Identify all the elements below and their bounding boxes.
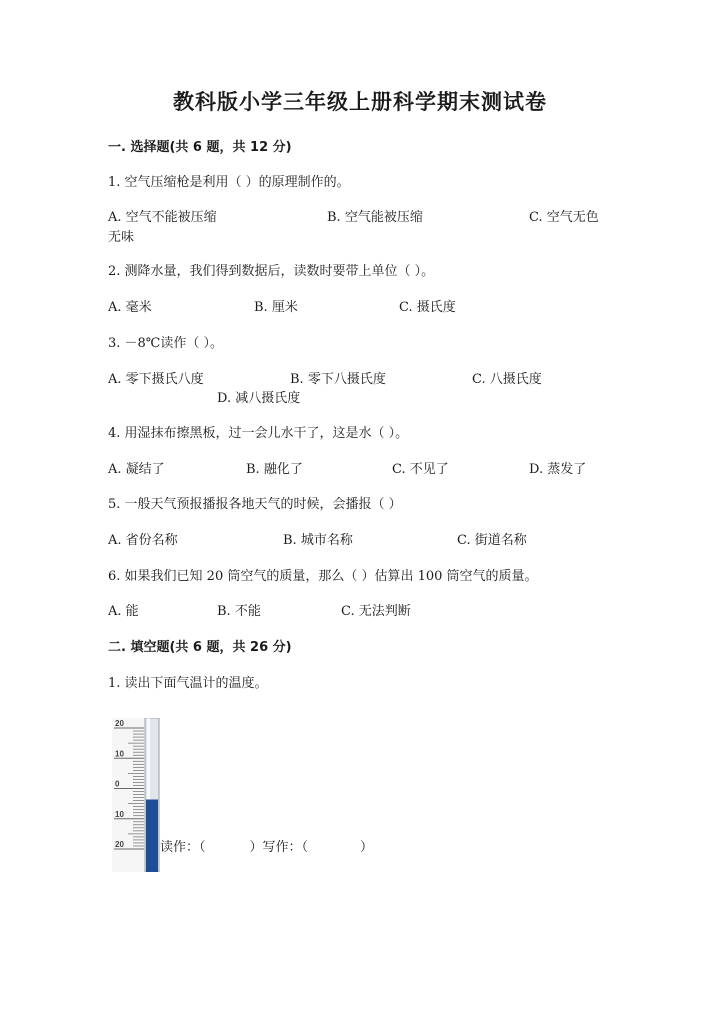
thermometer-svg [112,718,160,872]
q3-option-b: B. 零下八摄氏度 [290,372,386,387]
section-heading-choice: 一. 选择题(共 6 题，共 12 分) [108,140,292,155]
q1-option-c-continued: 无味 [108,230,135,245]
q5-option-a: A. 省份名称 [108,533,178,548]
q1-option-b: B. 空气能被压缩 [327,210,423,225]
thermometer-answer-line [160,836,373,855]
scale-label: 10 [115,749,124,759]
q4-option-c: C. 不见了 [392,462,449,477]
scale-label: 20 [115,840,124,849]
thermometer-figure [112,718,160,872]
question-5: 5. 一般天气预报播报各地天气的时候，会播报（ ） [108,497,402,512]
page-title: 教科版小学三年级上册科学期末测试卷 [173,90,547,114]
question-3: 3. －8℃读作（ ）。 [108,336,223,351]
scale-label: 0 [115,779,120,789]
q3-option-d: D. 减八摄氏度 [217,391,301,406]
scale-label: 20 [115,719,124,728]
section-heading-fill: 二. 填空题(共 6 题，共 26 分) [108,640,292,655]
q3-option-c: C. 八摄氏度 [472,372,542,387]
q6-option-c: C. 无法判断 [341,604,411,619]
q2-option-c: C. 摄氏度 [399,300,456,315]
question-4: 4. 用湿抹布擦黑板，过一会儿水干了，这是水（ ）。 [108,426,409,441]
answer-write-label: ）写作：（ [249,840,309,855]
question-2: 2. 测降水量，我们得到数据后，读数时要带上单位（ ）。 [108,264,435,279]
question-1: 1. 空气压缩枪是利用（ ）的原理制作的。 [108,175,350,190]
question-6: 6. 如果我们已知 20 筒空气的质量，那么（ ）估算出 100 筒空气的质量。 [108,569,538,584]
q5-option-b: B. 城市名称 [283,533,353,548]
q2-option-a: A. 毫米 [108,300,152,315]
answer-read-label: 读作：（ [160,840,206,855]
scale-label: 10 [115,809,124,819]
q2-option-b: B. 厘米 [254,300,298,315]
q6-option-a: A. 能 [108,604,139,619]
fill-question-1: 1. 读出下面气温计的温度。 [108,676,268,691]
q4-option-a: A. 凝结了 [108,462,165,477]
q5-option-c: C. 街道名称 [457,533,527,548]
thermometer-liquid [146,800,158,873]
q1-option-a: A. 空气不能被压缩 [108,210,217,225]
q3-option-a: A. 零下摄氏八度 [108,372,204,387]
answer-write-close: ） [360,840,374,855]
q6-option-b: B. 不能 [217,604,261,619]
q1-option-c: C. 空气无色 [529,210,599,225]
q4-option-d: D. 蒸发了 [529,462,587,477]
q4-option-b: B. 融化了 [246,462,303,477]
